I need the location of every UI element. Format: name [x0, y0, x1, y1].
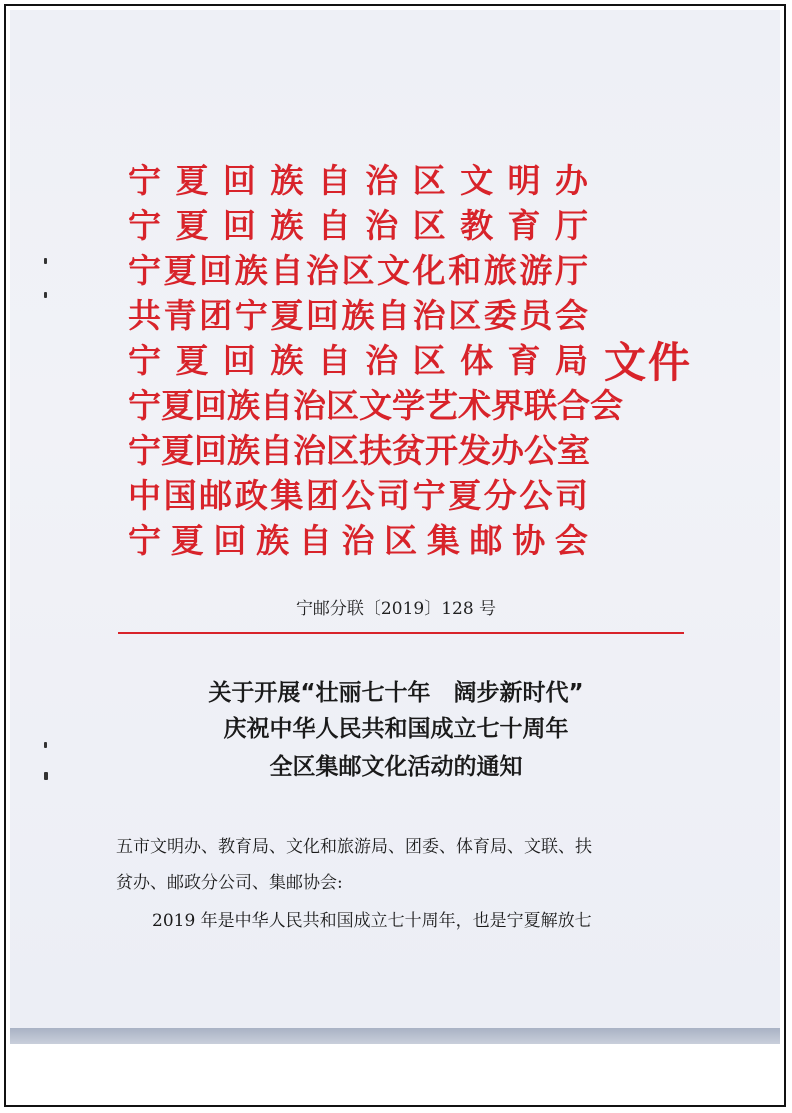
- issuer-character: 宁: [128, 431, 161, 470]
- issuer-character: 宁: [128, 521, 161, 560]
- issuer-character: 夏: [175, 206, 209, 245]
- issuer-character: 会: [554, 521, 588, 560]
- issuer-character: 夏: [175, 161, 209, 200]
- issuer-character: 夏: [175, 341, 209, 380]
- issuer-character: 治: [305, 251, 339, 290]
- issuer-name-characters: [128, 383, 623, 428]
- issuer-name-characters: [128, 473, 588, 518]
- issuer-character: 共: [128, 296, 161, 335]
- issuer-character: 旅: [483, 251, 517, 290]
- issuer-character: 政: [234, 476, 268, 515]
- issuer-character: 回: [199, 251, 233, 290]
- issuer-character: 宁: [234, 296, 268, 335]
- issuer-character: 文: [359, 386, 392, 425]
- issuer-character: 夏: [448, 476, 482, 515]
- issuer-character: 分: [483, 476, 517, 515]
- issuer-character: 夏: [270, 296, 304, 335]
- issuer-character: 夏: [163, 251, 197, 290]
- issuer-character: 治: [365, 341, 399, 380]
- red-separator-line: [118, 632, 684, 634]
- issuer-character: 邮: [199, 476, 233, 515]
- issuer-character: 团: [199, 296, 233, 335]
- issuer-character: 区: [448, 296, 482, 335]
- issuer-character: 厅: [554, 206, 588, 245]
- issuer-name-characters: [128, 248, 588, 293]
- issuer-character: 司: [377, 476, 411, 515]
- issuer-character: 学: [392, 386, 425, 425]
- issuer-character: 治: [293, 431, 326, 470]
- issuer-character: 族: [270, 206, 304, 245]
- issuer-character: 族: [270, 341, 304, 380]
- issuer-character: 回: [222, 206, 256, 245]
- issuer-character: 回: [305, 296, 339, 335]
- issuer-character: 公: [519, 476, 553, 515]
- issuer-character: 育: [507, 206, 541, 245]
- issuer-character: 文: [460, 161, 494, 200]
- issuer-character: 自: [317, 161, 351, 200]
- issuer-name: [128, 383, 623, 428]
- issuer-character: 自: [317, 341, 351, 380]
- issuer-character: 回: [213, 521, 247, 560]
- issuer-character: 文: [377, 251, 411, 290]
- issuer-name-characters: [128, 293, 588, 338]
- issuer-character: 区: [412, 206, 446, 245]
- issuer-character: 回: [222, 341, 256, 380]
- issuer-character: 司: [554, 476, 588, 515]
- body-paragraph-line: 2019 年是中华人民共和国成立七十周年，也是宁夏解放七: [152, 911, 592, 931]
- issuer-name-characters: [128, 518, 588, 563]
- document-number: 宁邮分联〔2019〕128 号: [295, 599, 497, 619]
- issuer-character: 区: [412, 161, 446, 200]
- issuer-character: 集: [426, 521, 460, 560]
- issuer-character: 区: [412, 341, 446, 380]
- issuer-character: 族: [341, 296, 375, 335]
- title-line-3: 全区集邮文化活动的通知: [269, 754, 523, 780]
- issuer-character: 化: [412, 251, 446, 290]
- issuer-character: 区: [341, 251, 375, 290]
- issuer-character: 中: [128, 476, 161, 515]
- issuer-character: 公: [341, 476, 375, 515]
- recipients-line-2: 贫办、邮政分公司、集邮协会:: [116, 873, 343, 893]
- issuer-name-characters: [128, 158, 588, 203]
- issuer-character: 界: [491, 386, 524, 425]
- issuer-character: 术: [458, 386, 491, 425]
- scan-speck: [44, 292, 47, 298]
- document-type-label: 文件: [604, 338, 693, 387]
- issuer-name: [128, 158, 588, 203]
- issuer-character: 治: [341, 521, 375, 560]
- issuer-character: 回: [194, 431, 227, 470]
- scan-margin: [10, 1044, 780, 1104]
- issuer-character: 族: [234, 251, 268, 290]
- issuer-name: [128, 293, 588, 338]
- issuer-character: 宁: [412, 476, 446, 515]
- issuer-character: 自: [270, 251, 304, 290]
- issuer-character: 协: [512, 521, 546, 560]
- issuer-character: 员: [519, 296, 553, 335]
- issuer-character: 和: [448, 251, 482, 290]
- issuer-character: 明: [507, 161, 541, 200]
- issuer-character: 宁: [128, 251, 161, 290]
- issuing-authorities: [128, 158, 623, 563]
- recipients-line-1: 五市文明办、教育局、文化和旅游局、团委、体育局、文联、扶: [116, 837, 592, 857]
- scan-speck: [44, 258, 47, 264]
- issuer-character: 体: [460, 341, 494, 380]
- issuer-character: 开: [425, 431, 458, 470]
- issuer-character: 自: [260, 431, 293, 470]
- issuer-character: 族: [227, 386, 260, 425]
- issuer-character: 区: [326, 431, 359, 470]
- issuer-character: 发: [458, 431, 491, 470]
- issuer-character: 治: [365, 161, 399, 200]
- issuer-character: 合: [557, 386, 590, 425]
- issuer-name: [128, 518, 588, 563]
- issuer-character: 办: [491, 431, 524, 470]
- issuer-character: 夏: [161, 386, 194, 425]
- issuer-character: 团: [305, 476, 339, 515]
- scan-shadow-band: [10, 1028, 780, 1044]
- issuer-character: 办: [554, 161, 588, 200]
- issuer-character: 区: [384, 521, 418, 560]
- issuer-character: 联: [524, 386, 557, 425]
- issuer-character: 宁: [128, 386, 161, 425]
- issuer-character: 宁: [128, 206, 161, 245]
- issuer-character: 族: [256, 521, 290, 560]
- issuer-character: 宁: [128, 161, 161, 200]
- issuer-character: 宁: [128, 341, 161, 380]
- issuer-character: 族: [227, 431, 260, 470]
- issuer-character: 邮: [469, 521, 503, 560]
- issuer-character: 自: [298, 521, 332, 560]
- issuer-character: 室: [557, 431, 590, 470]
- issuer-character: 夏: [170, 521, 204, 560]
- issuer-character: 回: [222, 161, 256, 200]
- issuer-character: 自: [260, 386, 293, 425]
- issuer-character: 委: [483, 296, 517, 335]
- issuer-character: 治: [365, 206, 399, 245]
- issuer-character: 扶: [359, 431, 392, 470]
- issuer-character: 夏: [161, 431, 194, 470]
- issuer-name: [128, 338, 588, 383]
- issuer-character: 育: [507, 341, 541, 380]
- issuer-character: 局: [554, 341, 588, 380]
- issuer-character: 贫: [392, 431, 425, 470]
- issuer-name: [128, 428, 588, 473]
- title-line-2: 庆祝中华人民共和国成立七十周年: [223, 716, 569, 742]
- issuer-name: [128, 248, 588, 293]
- issuer-character: 治: [293, 386, 326, 425]
- issuer-name-characters: [128, 203, 588, 248]
- issuer-character: 艺: [425, 386, 458, 425]
- issuer-character: 教: [460, 206, 494, 245]
- issuer-character: 会: [554, 296, 588, 335]
- issuer-name-characters: [128, 428, 588, 473]
- issuer-character: 集: [270, 476, 304, 515]
- issuer-character: 族: [270, 161, 304, 200]
- issuer-character: 区: [326, 386, 359, 425]
- issuer-character: 治: [412, 296, 446, 335]
- issuer-character: 厅: [554, 251, 588, 290]
- issuer-name-characters: [128, 338, 588, 383]
- issuer-character: 回: [194, 386, 227, 425]
- issuer-character: 青: [163, 296, 197, 335]
- issuer-character: 会: [590, 386, 623, 425]
- issuer-name: [128, 473, 588, 518]
- issuer-name: [128, 203, 588, 248]
- issuer-character: 自: [317, 206, 351, 245]
- title-line-1: 关于开展“壮丽七十年 阔步新时代”: [208, 680, 584, 706]
- issuer-character: 自: [377, 296, 411, 335]
- issuer-character: 国: [163, 476, 197, 515]
- issuer-character: 公: [524, 431, 557, 470]
- issuer-character: 游: [519, 251, 553, 290]
